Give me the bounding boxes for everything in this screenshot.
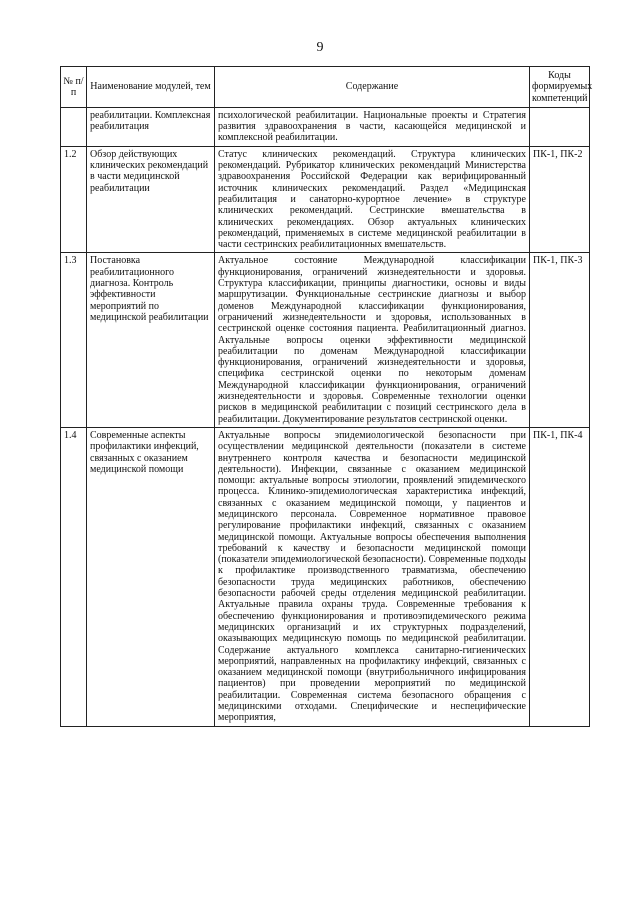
row-content: психологической реабилитации. Национальные проекты и Стратегия развития здравоохранения в части, касающейся медицинской и комплексной реабилитации. [215,107,530,146]
table-header-row [61,67,590,108]
curriculum-table [60,66,593,727]
table-row [61,253,590,427]
row-codes [530,107,590,146]
header-content: Содержание [215,67,530,108]
row-content: Актуальные вопросы эпидемиологической безопасности при осуществлении медицинской деятельности (показатели в системе внутреннего контроля качества и безопасности медицинской деятельности). Инфекции, связанные с оказанием медицинской помощи: актуальные вопросы этиологии, проявлений эпидемического процесса. Клинико-эпидемиологическая характеристика инфекций, связанных с оказанием медицинской помощи, у пациентов и медицинского персонала. Современное нормативное правовое регулирование профилактики инфекций, связанных с оказанием медицинской помощи. Актуальные вопросы обеспечения выполнения требований к качеству и безопасности медицинской помощи (показатели эпидемиологической безопасности). Современные подходы к профилактике производственного травматизма, обеспечению безопасности труда медицинских работников, обеспечению безопасности рабочей среды отделения медицинской реабилитации. Актуальные правила охраны труда. Современные требования к обеспечению функционирования и противоэпидемического режима медицинских организаций и их структурных подразделений, оказывающих медицинскую помощь по медицинской реабилитации. Содержание актуального комплекса санитарно-гигиенических мероприятий, направленных на профилактику инфекций, связанных с оказанием медицинской помощи (внутрибольничного инфицирования пациентов) при проведении мероприятий по медицинской реабилитации. Современная система безопасного обращения с медицинскими отходами. Специфические и неспецифические мероприятия, [215,427,530,726]
page-number: 9 [316,40,324,55]
row-num: 1.3 [61,253,87,427]
row-content: Актуальное состояние Международной классификации функционирования, ограничений жизнедеятельности и здоровья. Структура классификации, принципы диагностики, основы и виды маршрутизации. Функциональные сестринские диагнозы и выбор доменов Международной классификации функционирования, ограничений жизнедеятельности и здоровья, использованных в сестринской оценке состояния пациента. Реабилитационный диагноз. Актуальные вопросы оценки эффективности медицинской реабилитации по доменам Международной классификации функционирования, ограничений жизнедеятельности и здоровья, специфика сестринской оценки по некоторым доменам Международной классификации функционирования, ограничений жизнедеятельности и здоровья. Современные технологии оценки рисков в медицинской реабилитации с позиций сестринского дела в реабилитации. Документирование результатов сестринской оценки. [215,253,530,427]
row-module: Обзор действующих клинических рекомендаций в части медицинской реабилитации [87,146,215,253]
row-codes: ПК-1, ПК-4 [530,427,590,726]
row-module: Современные аспекты профилактики инфекций, связанных с оказанием медицинской помощи [87,427,215,726]
row-content: Статус клинических рекомендаций. Структура клинических рекомендаций. Рубрикатор клинических рекомендаций Министерства здравоохранения Российской Федерации как верифицированный источник клинических рекомендаций. Раздел «Медицинская реабилитация и санаторно-курортное лечение» в структуре клинических рекомендаций. Сестринские вмешательства в клинических рекомендациях. Обзор актуальных клинических рекомендаций, применяемых в системе медицинской реабилитации в части сестринских реабилитационных вмешательств. [215,146,530,253]
row-module: реабилитации. Комплексная реабилитация [87,107,215,146]
row-num: 1.4 [61,427,87,726]
row-codes: ПК-1, ПК-2 [530,146,590,253]
header-module: Наименование модулей, тем [87,67,215,108]
table-row [61,107,590,146]
row-num [61,107,87,146]
row-num: 1.2 [61,146,87,253]
header-num: № п/п [61,67,87,108]
row-module: Постановка реабилитационного диагноза. Контроль эффективности мероприятий по медицинской реабилитации [87,253,215,427]
row-codes: ПК-1, ПК-3 [530,253,590,427]
table-row [61,427,590,726]
header-codes: Коды формируемых компетенций [530,67,590,108]
table-row [61,146,590,253]
